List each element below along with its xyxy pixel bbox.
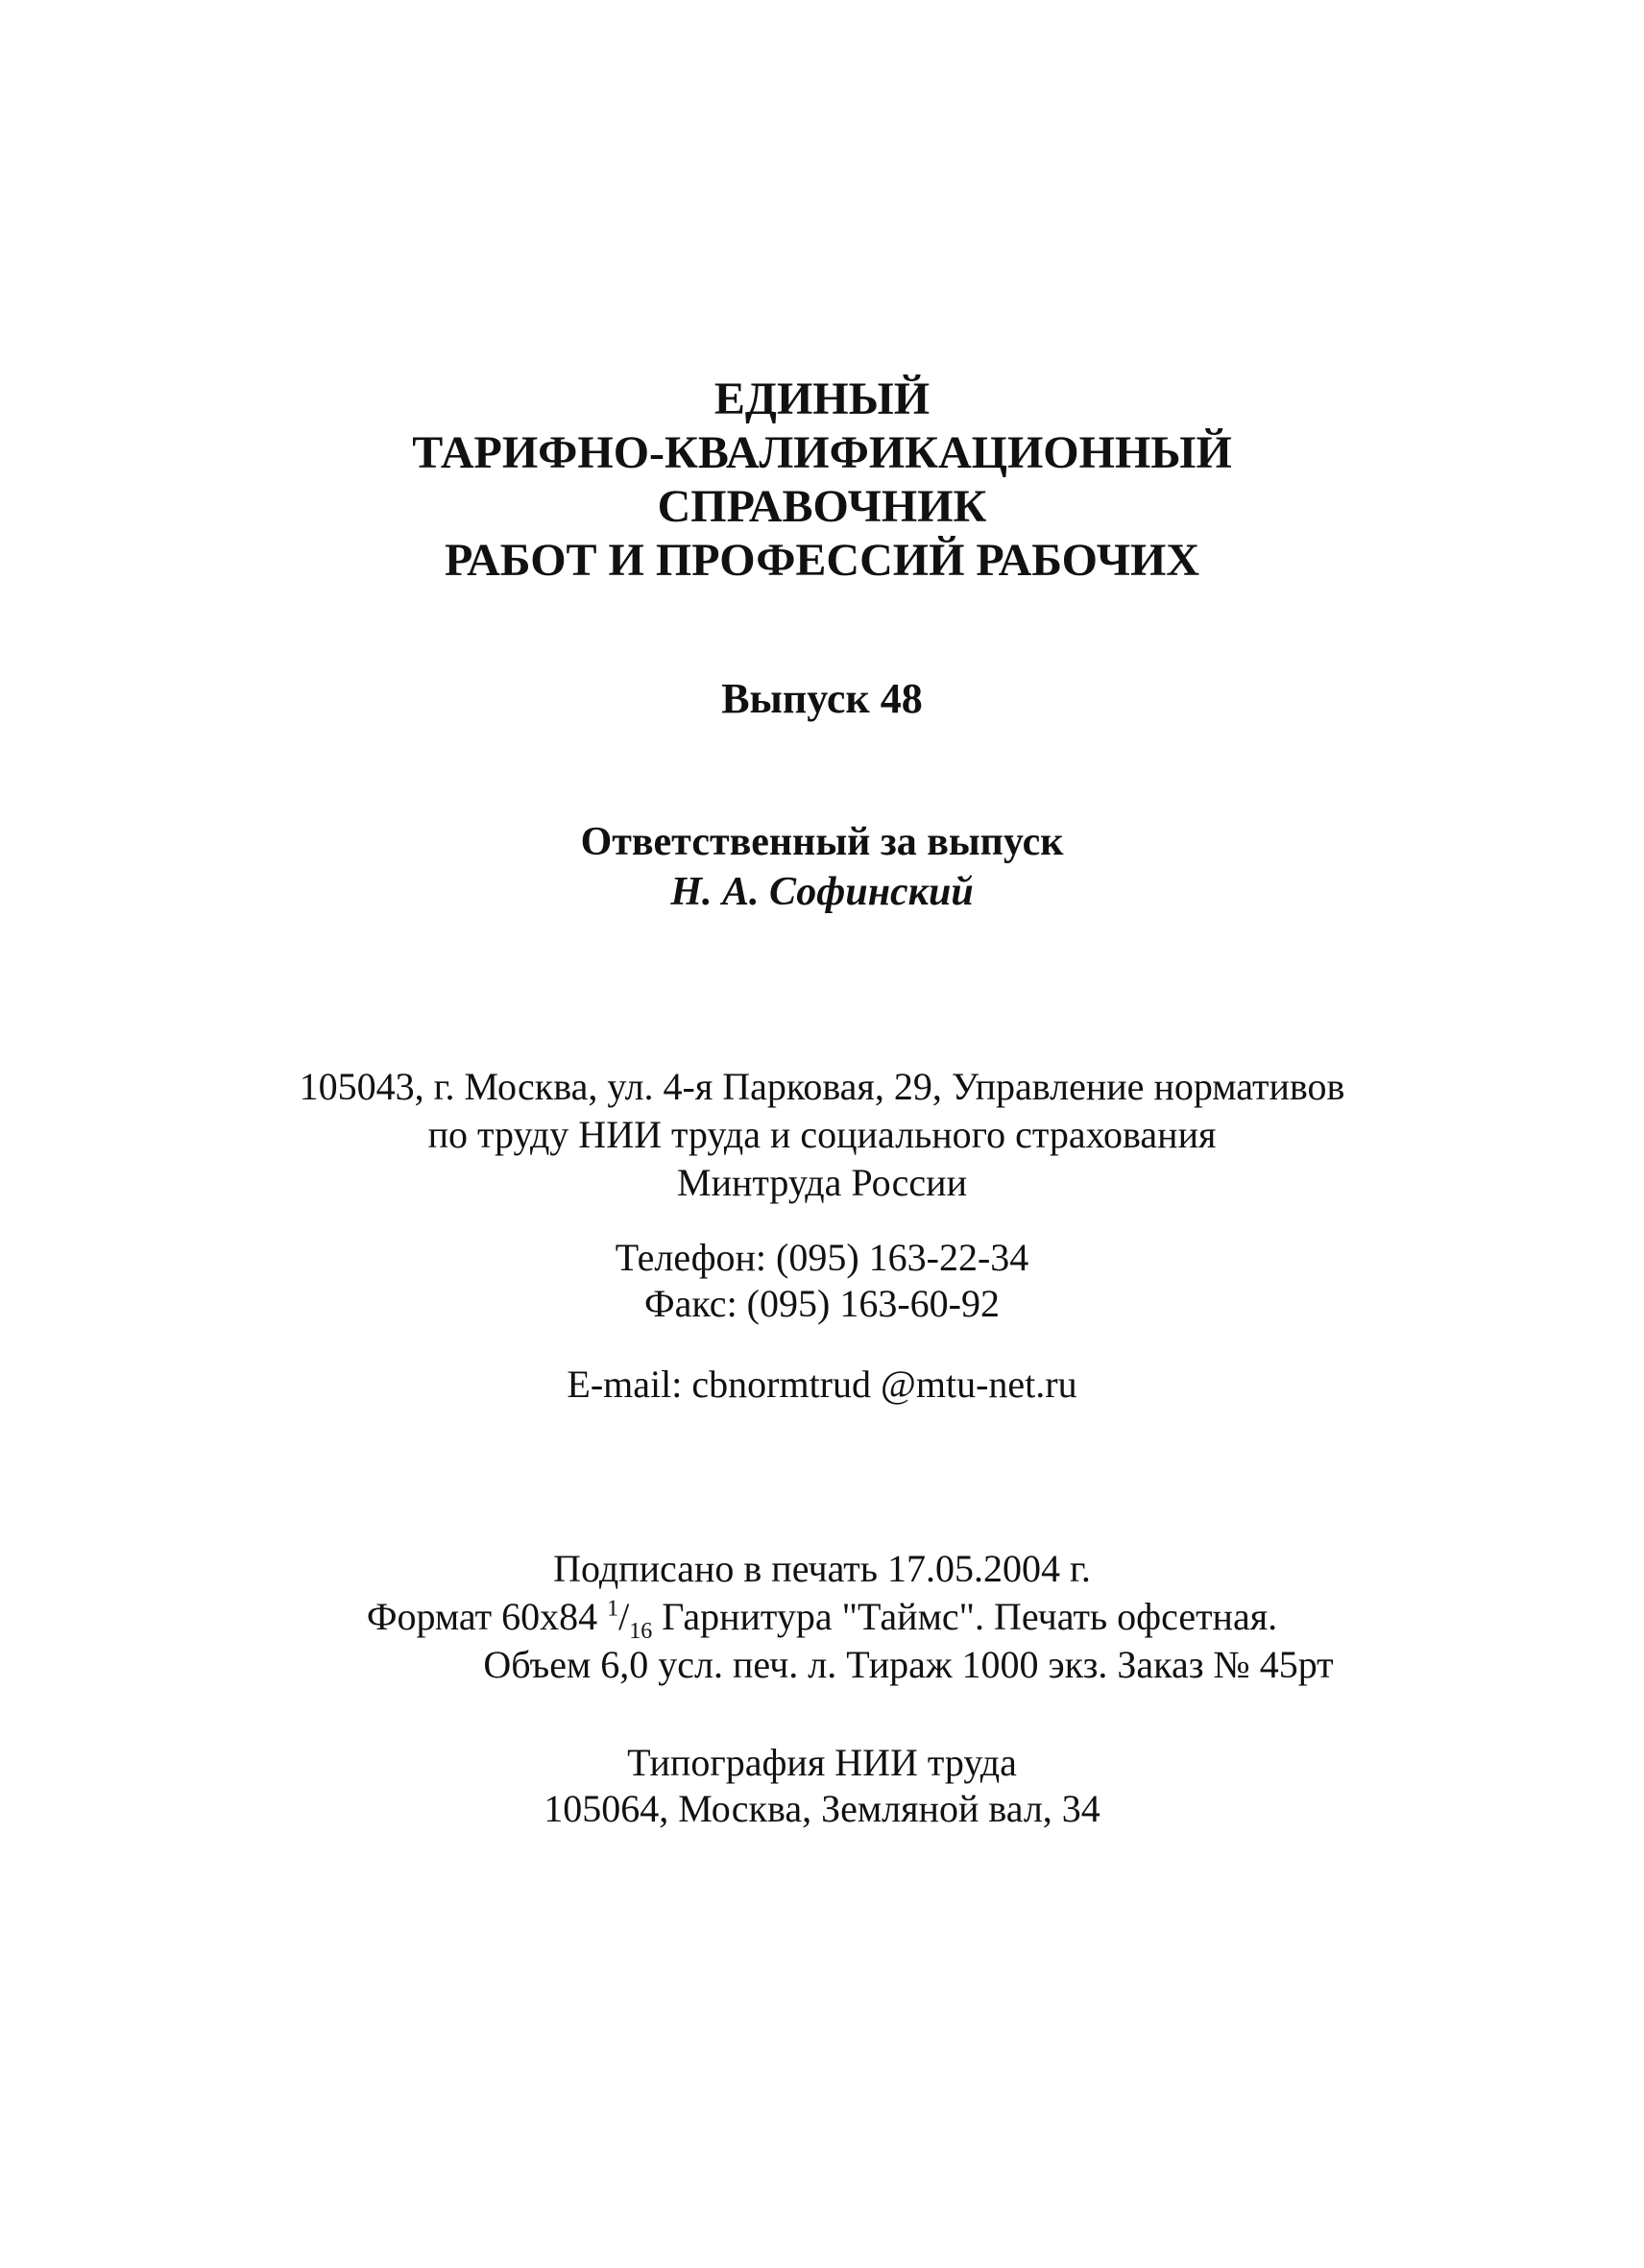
title-line-1: ЕДИНЫЙ — [713, 374, 931, 424]
signed-to-print: Подписано в печать 17.05.2004 г. — [553, 1547, 1091, 1590]
address-line-3: Минтруда России — [677, 1161, 967, 1204]
email: E-mail: cbnormtrud @mtu-net.ru — [567, 1363, 1077, 1406]
volume-line: Объем 6,0 усл. печ. л. Тираж 1000 экз. Заказ № 45рт — [483, 1643, 1334, 1686]
format-line: Формат 60x84 $^1/_{16}$ Гарнитура "Таймс". Печать офсетная. — [366, 1595, 1278, 1644]
title-line-3: СПРАВОЧНИК — [657, 481, 987, 532]
title-line-4: РАБОТ И ПРОФЕССИЙ РАБОЧИХ — [444, 535, 1200, 586]
printer-name: Типография НИИ труда — [627, 1741, 1017, 1784]
format-prefix: Формат 60x84 — [366, 1595, 608, 1638]
format-fraction-numerator: 1 — [607, 1596, 619, 1622]
responsible-name: Н. А. Софинский — [670, 870, 974, 914]
title-line-2: ТАРИФНО-КВАЛИФИКАЦИОННЫЙ — [412, 427, 1232, 478]
address-line-1: 105043, г. Москва, ул. 4-я Парковая, 29, Управление нормативов — [299, 1065, 1345, 1108]
fax: Факс: (095) 163-60-92 — [644, 1282, 1000, 1325]
format-suffix: Гарнитура "Таймс". Печать офсетная. — [652, 1595, 1278, 1638]
address-line-2: по труду НИИ труда и социального страхования — [427, 1113, 1217, 1156]
printer-address: 105064, Москва, Земляной вал, 34 — [544, 1787, 1100, 1830]
phone: Телефон: (095) 163-22-34 — [615, 1236, 1029, 1279]
responsible-label: Ответственный за выпуск — [580, 820, 1064, 864]
format-fraction-denominator: 16 — [629, 1619, 653, 1644]
issue-number: Выпуск 48 — [721, 675, 923, 722]
